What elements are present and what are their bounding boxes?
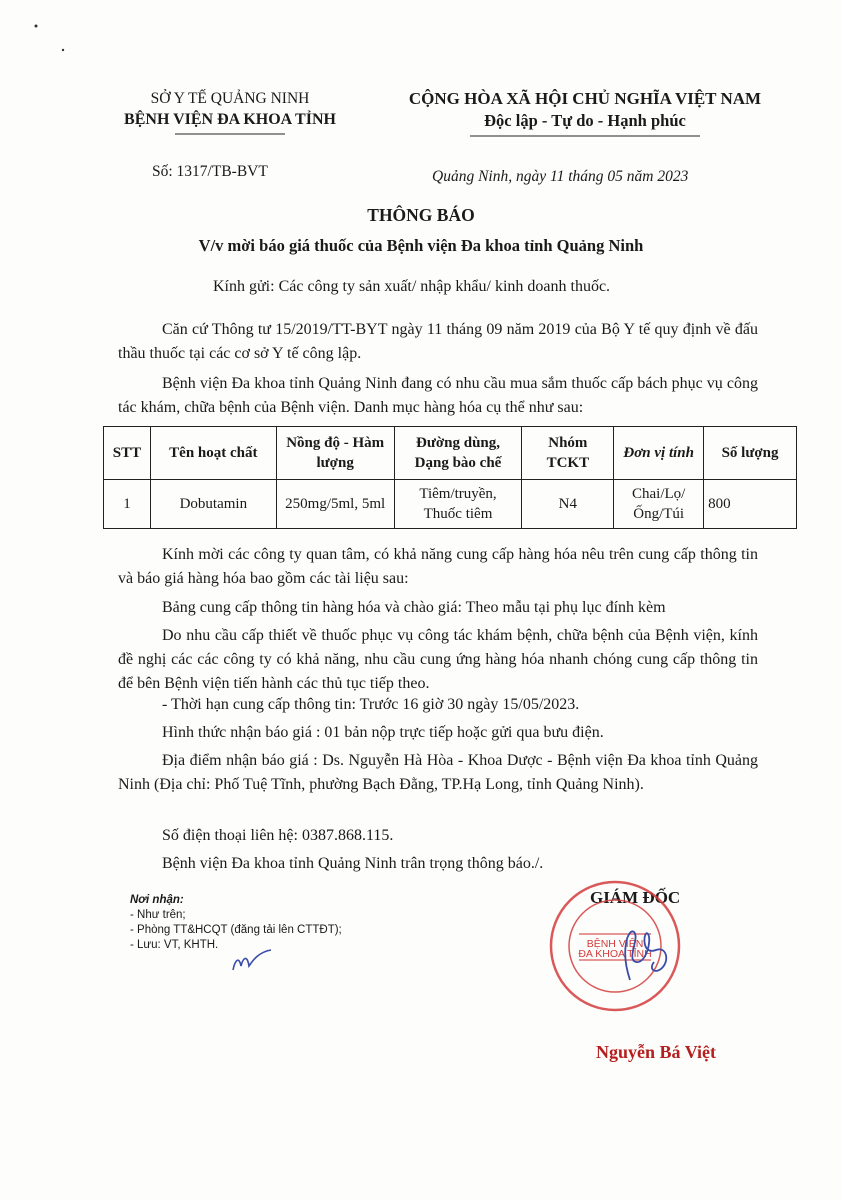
header-cell-group: Nhóm TCKT xyxy=(522,427,614,480)
national-motto: Độc lập - Tự do - Hạnh phúc xyxy=(484,111,686,130)
urgency-paragraph: Do nhu cầu cấp thiết về thuốc phục vụ công tác khám bệnh, chữa bệnh của Bệnh viện, kính đề nghị các các công ty có khả năng, nhu cầu cung ứng hàng hóa nhanh chóng cung cấp thông tin để bên Bệnh viện tiến hành các thủ tục tiếp theo. xyxy=(118,627,758,692)
agency-underline xyxy=(175,132,285,136)
header-cell-unit: Đơn vị tính xyxy=(614,427,704,480)
drug-list-table xyxy=(103,426,797,529)
recipient-item: - Lưu: VT, KHTH. xyxy=(130,939,219,951)
signer-position: GIÁM ĐỐC xyxy=(590,888,681,907)
cell-stt: 1 xyxy=(104,480,151,529)
agency-name: BỆNH VIỆN ĐA KHOA TỈNH xyxy=(124,111,336,128)
cell-active-ingredient: Dobutamin xyxy=(150,480,276,529)
header-cell-stt: STT xyxy=(104,427,151,480)
issue-date: Quảng Ninh, ngày 11 tháng 05 năm 2023 xyxy=(432,168,689,185)
cell-strength: 250mg/5ml, 5ml xyxy=(276,480,394,529)
phone-paragraph: Số điện thoại liên hệ: 0387.868.115. xyxy=(162,827,394,844)
recipient-item: - Phòng TT&HCQT (đăng tải lên CTTĐT); xyxy=(130,924,342,936)
table-header-row xyxy=(104,427,797,480)
submission-method-paragraph: Hình thức nhận báo giá : 01 bản nộp trực tiếp hoặc gửi qua bưu điện. xyxy=(162,724,604,741)
addressee-line: Kính gửi: Các công ty sản xuất/ nhập khẩu/ kinh doanh thuốc. xyxy=(213,278,611,295)
deadline-paragraph: - Thời hạn cung cấp thông tin: Trước 16 giờ 30 ngày 15/05/2023. xyxy=(162,696,580,713)
cell-group: N4 xyxy=(522,480,614,529)
legal-basis-paragraph: Căn cứ Thông tư 15/2019/TT-BYT ngày 11 tháng 09 năm 2019 của Bộ Y tế quy định về đấu thầu thuốc tại các cơ sở Y tế công lập. xyxy=(118,321,758,362)
stamp-line-1: BỆNH VIỆN xyxy=(586,938,644,950)
cell-unit: Chai/Lọ/ Ống/Túi xyxy=(614,480,704,529)
scan-speck-marks xyxy=(32,22,72,62)
need-statement-paragraph: Bệnh viện Đa khoa tỉnh Quảng Ninh đang có nhu cầu mua sắm thuốc cấp bách phục vụ công tác khám, chữa bệnh của Bệnh viện. Danh mục hàng hóa cụ thể như sau: xyxy=(118,375,758,416)
recipient-item: - Như trên; xyxy=(130,909,186,921)
header-cell-route-form: Đường dùng, Dạng bào chế xyxy=(394,427,522,480)
initials-mark xyxy=(225,940,285,980)
document-subject: V/v mời báo giá thuốc của Bệnh viện Đa khoa tỉnh Quảng Ninh xyxy=(198,236,644,255)
issuing-agency-block xyxy=(100,88,360,136)
document-number: Số: 1317/TB-BVT xyxy=(152,163,268,180)
handwritten-signature xyxy=(600,910,690,990)
document-title: THÔNG BÁO xyxy=(367,205,475,225)
invitation-paragraph: Kính mời các công ty quan tâm, có khả năng cung cấp hàng hóa nêu trên cung cấp thông tin và báo giá hàng hóa bao gồm các tài liệu sau: xyxy=(118,546,758,587)
stamp-line-2: ĐA KHOA TỈNH xyxy=(578,948,652,960)
agency-parent: SỞ Y TẾ QUẢNG NINH xyxy=(150,90,310,107)
submission-address-paragraph: Địa điểm nhận báo giá : Ds. Nguyễn Hà Hòa - Khoa Dược - Bệnh viện Đa khoa tỉnh Quảng Ninh (Địa chỉ: Phố Tuệ Tĩnh, phường Bạch Đằng, TP.Hạ Long, tỉnh Quảng Ninh). xyxy=(118,752,758,793)
cell-route-form: Tiêm/truyền, Thuốc tiêm xyxy=(394,480,522,529)
motto-underline xyxy=(470,134,700,138)
cell-quantity: 800 xyxy=(704,480,797,529)
recipients-label: Nơi nhận: xyxy=(130,894,184,906)
header-cell-active-ingredient: Tên hoạt chất xyxy=(150,427,276,480)
national-title-block xyxy=(380,88,790,138)
quote-form-paragraph: Bảng cung cấp thông tin hàng hóa và chào giá: Theo mẫu tại phụ lục đính kèm xyxy=(162,599,666,616)
closing-paragraph: Bệnh viện Đa khoa tỉnh Quảng Ninh trân trọng thông báo./. xyxy=(162,855,544,872)
header-cell-strength: Nồng độ - Hàm lượng xyxy=(276,427,394,480)
header-cell-quantity: Số lượng xyxy=(704,427,797,480)
table-row xyxy=(104,480,797,529)
signer-name: Nguyễn Bá Việt xyxy=(596,1042,717,1062)
republic-name: CỘNG HÒA XÃ HỘI CHỦ NGHĨA VIỆT NAM xyxy=(408,89,762,108)
